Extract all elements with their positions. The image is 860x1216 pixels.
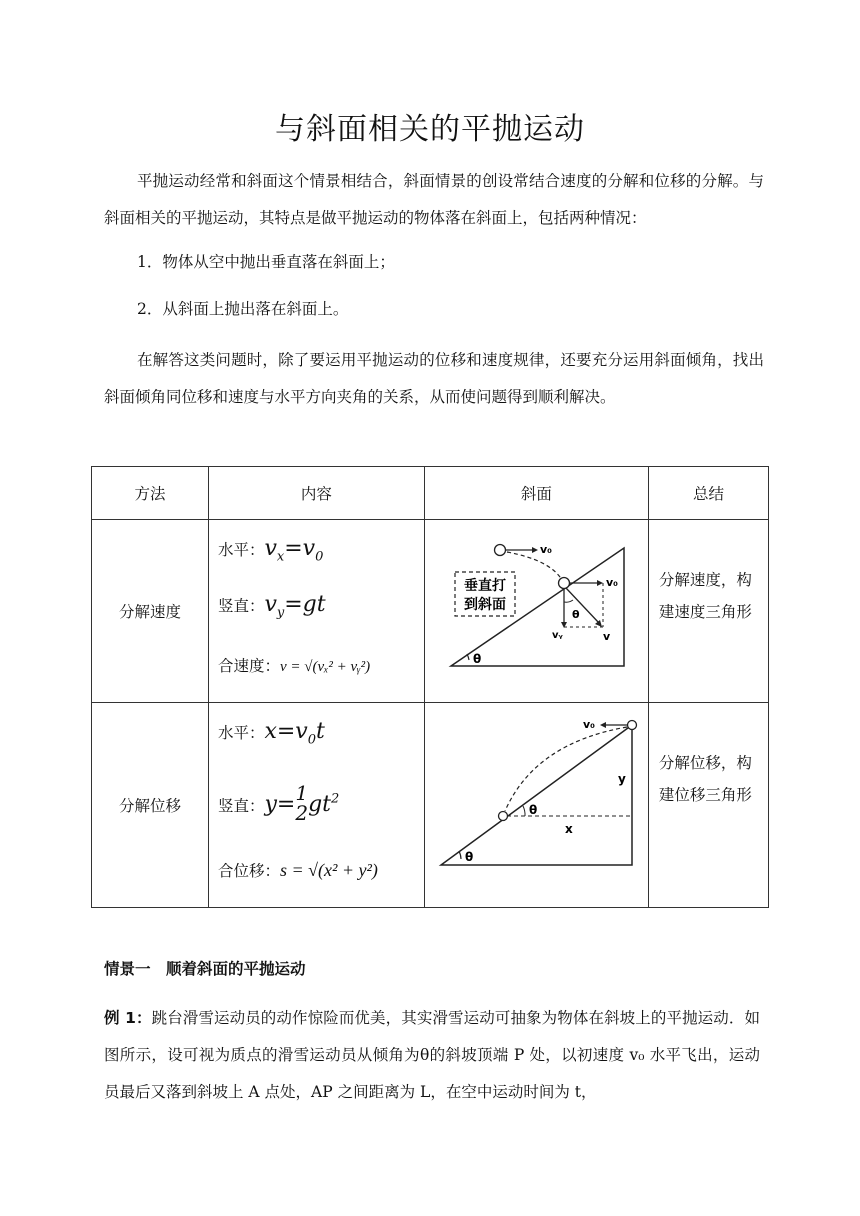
base-angle-arc	[467, 654, 469, 660]
example-label: 例 1：	[104, 1009, 152, 1027]
intro-item-2: 2．从斜面上抛出落在斜面上。	[137, 300, 349, 318]
intro-paragraph-2: 在解答这类问题时，除了要运用平抛运动的位移和速度规律，还要充分运用斜面倾角，找出斜面倾角同位移和速度与水平方向夹角的关系，从而使问题得到顺利解决。	[104, 351, 764, 406]
table-header-row	[92, 467, 769, 520]
landing-ball	[558, 578, 569, 589]
header-summary: 总结	[648, 467, 768, 520]
label-y: y	[617, 772, 626, 786]
label-v0-landing: v₀	[605, 576, 618, 589]
displacement-decomposition-diagram	[425, 703, 648, 903]
intro-item-1: 1．物体从空中抛出垂直落在斜面上；	[137, 253, 395, 271]
method-cell: 分解位移	[92, 703, 209, 908]
angle-theta-velocity: θ	[571, 608, 580, 621]
table-row	[92, 703, 769, 908]
vertical-equation: $v_y=gt$	[264, 592, 326, 621]
landing-ball	[498, 812, 507, 821]
vertical-equation: y=	[264, 792, 296, 817]
header-figure: 斜面	[424, 467, 648, 520]
box-label-line1: 垂直打	[463, 578, 506, 594]
figure-cell	[424, 703, 648, 908]
method-cell: 分解速度	[92, 520, 209, 703]
vertical-label: 竖直：	[217, 597, 265, 615]
summary-text: 分解速度，构建速度三角形	[658, 571, 752, 621]
vertical-equation-rest: $gt^2$	[308, 791, 340, 817]
velocity-decomposition-diagram	[425, 520, 648, 698]
section-heading: 情景一 顺着斜面的平抛运动	[104, 960, 306, 978]
trajectory-dashed	[505, 727, 627, 811]
header-method: 方法	[92, 467, 209, 520]
horizontal-equation: $x=v_0t$	[264, 719, 325, 748]
label-v: v	[602, 630, 611, 643]
label-v0-top: v₀	[539, 543, 552, 556]
base-angle-theta: θ	[464, 850, 474, 864]
label-vy: vᵧ	[551, 630, 563, 641]
horizontal-velocity-line	[218, 536, 323, 564]
horizontal-displacement-line	[218, 719, 325, 747]
combined-velocity-equation: v = √(vₓ² + vᵧ²)	[279, 659, 371, 675]
example-paragraph	[104, 1000, 760, 1111]
fraction-one-half: 1 2	[295, 781, 309, 825]
content-cell	[208, 703, 424, 908]
method-table	[91, 466, 769, 908]
base-angle-theta: θ	[472, 652, 482, 666]
combined-velocity-line	[218, 654, 370, 676]
launch-ball	[627, 721, 636, 730]
figure-cell	[424, 520, 648, 703]
combined-label: 合位移：	[217, 862, 280, 880]
label-x: x	[564, 822, 573, 836]
summary-text: 分解位移，构建位移三角形	[658, 754, 752, 804]
horizontal-equation: $v_x=v_0$	[264, 536, 324, 565]
content-cell	[208, 520, 424, 703]
vertical-displacement-line	[217, 773, 340, 825]
horizontal-label: 水平：	[217, 724, 265, 742]
box-label-line2: 到斜面	[463, 597, 506, 613]
table-row	[92, 520, 769, 703]
incline-triangle	[441, 725, 632, 865]
combined-displacement-line	[218, 859, 378, 881]
horizontal-label: 水平：	[217, 541, 265, 559]
intro-paragraph-1: 平抛运动经常和斜面这个情景相结合，斜面情景的创设常结合速度的分解和位移的分解。与斜面相关的平抛运动，其特点是做平抛运动的物体落在斜面上，包括两种情况：	[104, 172, 764, 227]
label-v0: v₀	[582, 718, 595, 731]
header-content: 内容	[208, 467, 424, 520]
launch-ball	[494, 545, 505, 556]
combined-displacement-equation: s = √(x² + y²)	[279, 860, 378, 880]
example-text: 跳台滑雪运动员的动作惊险而优美，其实滑雪运动可抽象为物体在斜坡上的平抛运动．如图所示，设可视为质点的滑雪运动员从倾角为θ的斜坡顶端 P 处，以初速度 v₀ 水平飞出，运动员最后又落到斜坡上 A 点处，AP 之间距离为 L，在空中运动时间为 t，	[104, 1009, 760, 1101]
summary-cell	[648, 703, 768, 908]
combined-label: 合速度：	[217, 657, 280, 675]
vertical-label: 竖直：	[217, 797, 265, 815]
page-title: 与斜面相关的平抛运动	[275, 112, 585, 147]
summary-cell	[648, 520, 768, 703]
vertical-velocity-line	[218, 592, 326, 620]
angle-theta-displacement: θ	[528, 803, 538, 817]
